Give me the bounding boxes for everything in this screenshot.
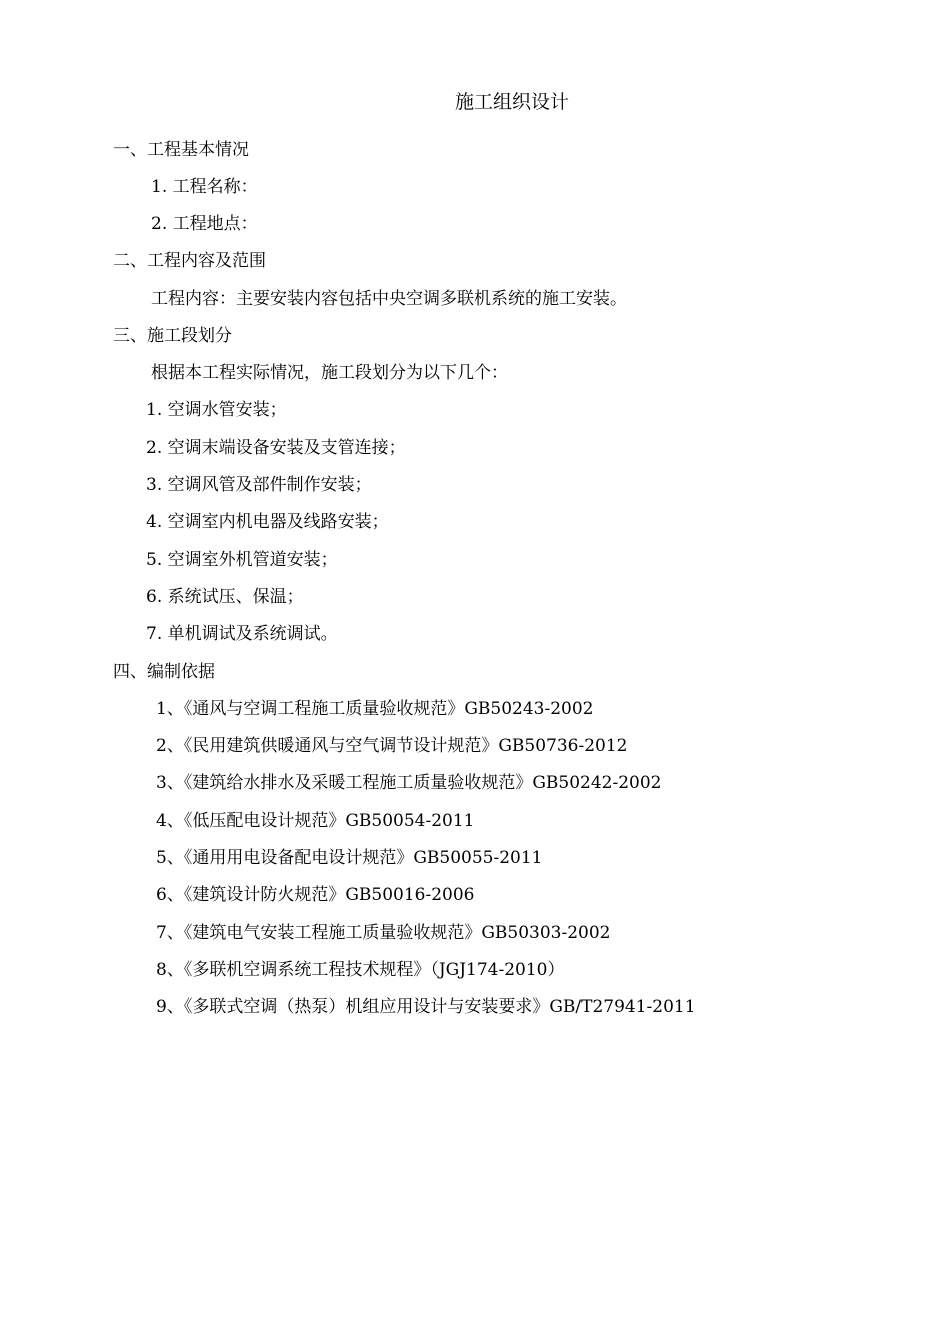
list-item: 3、《建筑给水排水及采暖工程施工质量验收规范》GB50242-2002 [156, 773, 662, 793]
list-item: 2、《民用建筑供暖通风与空气调节设计规范》GB50736-2012 [156, 736, 628, 756]
section-heading-scope: 二、工程内容及范围 [113, 251, 266, 271]
list-item: 1. 空调水管安装； [146, 400, 287, 420]
list-item: 9、《多联式空调（热泵）机组应用设计与安装要求》GB/T27941-2011 [156, 997, 696, 1017]
section-heading-basic-info: 一、工程基本情况 [113, 140, 249, 160]
list-item: 7. 单机调试及系统调试。 [146, 624, 338, 644]
list-item: 1、《通风与空调工程施工质量验收规范》GB50243-2002 [156, 699, 594, 719]
list-item: 7、《建筑电气安装工程施工质量验收规范》GB50303-2002 [156, 923, 611, 943]
list-item: 2. 工程地点： [151, 214, 258, 234]
paragraph: 根据本工程实际情况，施工段划分为以下几个： [151, 363, 508, 383]
section-heading-construction-stages: 三、施工段划分 [113, 326, 232, 346]
list-item: 1. 工程名称： [151, 177, 258, 197]
paragraph: 工程内容：主要安装内容包括中央空调多联机系统的施工安装。 [151, 289, 627, 309]
list-item: 6. 系统试压、保温； [146, 587, 304, 607]
list-item: 4. 空调室内机电器及线路安装； [146, 512, 389, 532]
document-title: 施工组织设计 [454, 91, 569, 113]
list-item: 5、《通用用电设备配电设计规范》GB50055-2011 [156, 848, 543, 868]
list-item: 4、《低压配电设计规范》GB50054-2011 [156, 811, 475, 831]
section-heading-references: 四、编制依据 [113, 662, 215, 682]
list-item: 3. 空调风管及部件制作安装； [146, 475, 372, 495]
list-item: 8、《多联机空调系统工程技术规程》（JGJ174-2010） [156, 960, 565, 980]
list-item: 6、《建筑设计防火规范》GB50016-2006 [156, 885, 475, 905]
list-item: 5. 空调室外机管道安装； [146, 550, 338, 570]
list-item: 2. 空调末端设备安装及支管连接； [146, 438, 406, 458]
